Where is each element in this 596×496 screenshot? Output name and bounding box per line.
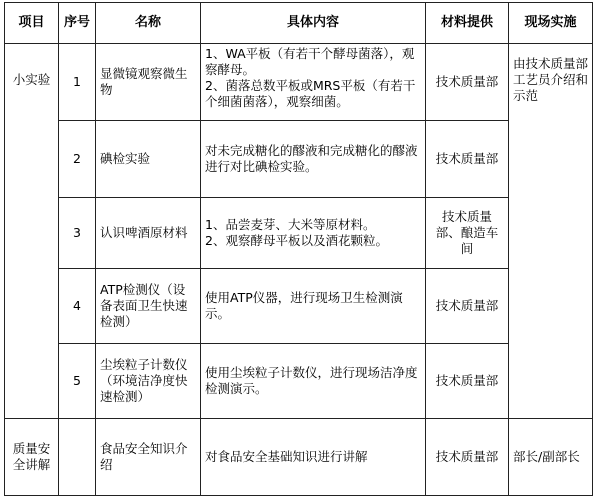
- content-line: 2、观察酵母平板以及酒花颗粒。: [205, 233, 388, 248]
- table-row: [5, 344, 593, 419]
- supplier-cell: 技术质量部: [426, 419, 509, 496]
- seq-cell: 3: [59, 198, 96, 269]
- activity-table: [4, 2, 593, 496]
- content-line: 2、菌落总数平板或MRS平板（有若干个细菌菌落），观察细菌。: [205, 78, 416, 109]
- header-project: 项目: [5, 3, 59, 44]
- content-cell: [201, 121, 426, 198]
- supplier-cell: 技术质量部: [426, 344, 509, 419]
- content-line: 使用ATP仪器，进行现场卫生检测演示。: [205, 290, 403, 321]
- header-seq: 序号: [59, 3, 96, 44]
- header-row: [5, 3, 593, 44]
- table-row: [5, 121, 593, 198]
- content-cell: [201, 44, 426, 121]
- content-cell: [201, 198, 426, 269]
- content-line: 1、品尝麦芽、大米等原材料。: [205, 217, 376, 232]
- header-content: 具体内容: [201, 3, 426, 44]
- supplier-cell: 技术质量部: [426, 121, 509, 198]
- table-row: [5, 269, 593, 344]
- supplier-cell: 技术质量部: [426, 44, 509, 121]
- seq-cell: [59, 419, 96, 496]
- seq-cell: 1: [59, 44, 96, 121]
- content-line: 对未完成糖化的醪液和完成糖化的醪液进行对比碘检实验。: [205, 143, 418, 174]
- name-cell: ATP检测仪（设备表面卫生快速检测）: [96, 269, 201, 344]
- table-row: [5, 44, 593, 121]
- name-cell: 食品安全知识介绍: [96, 419, 201, 496]
- content-line: 使用尘埃粒子计数仪，进行现场洁净度检测演示。: [205, 365, 418, 396]
- supplier-cell: 技术质量部: [426, 269, 509, 344]
- content-line: 1、WA平板（有若干个酵母菌落），观察酵母。: [205, 46, 415, 77]
- content-cell: [201, 344, 426, 419]
- name-cell: 尘埃粒子计数仪（环境洁净度快速检测）: [96, 344, 201, 419]
- seq-cell: 4: [59, 269, 96, 344]
- project-cell: 质量安全讲解: [5, 419, 59, 496]
- name-cell: 认识啤酒原材料: [96, 198, 201, 269]
- header-name: 名称: [96, 3, 201, 44]
- content-cell: [201, 269, 426, 344]
- implementation-cell: 部长/副部长: [509, 419, 593, 496]
- implementation-cell: 由技术质量部工艺员介绍和示范: [509, 44, 593, 419]
- header-supplier: 材料提供: [426, 3, 509, 44]
- name-cell: 显微镜观察微生物: [96, 44, 201, 121]
- content-cell: 对食品安全基础知识进行讲解: [201, 419, 426, 496]
- table-row: [5, 419, 593, 496]
- header-implementation: 现场实施: [509, 3, 593, 44]
- supplier-cell: 技术质量部、酿造车间: [426, 198, 509, 269]
- seq-cell: 5: [59, 344, 96, 419]
- project-cell: 小实验: [5, 44, 59, 419]
- table-row: [5, 198, 593, 269]
- name-cell: 碘检实验: [96, 121, 201, 198]
- seq-cell: 2: [59, 121, 96, 198]
